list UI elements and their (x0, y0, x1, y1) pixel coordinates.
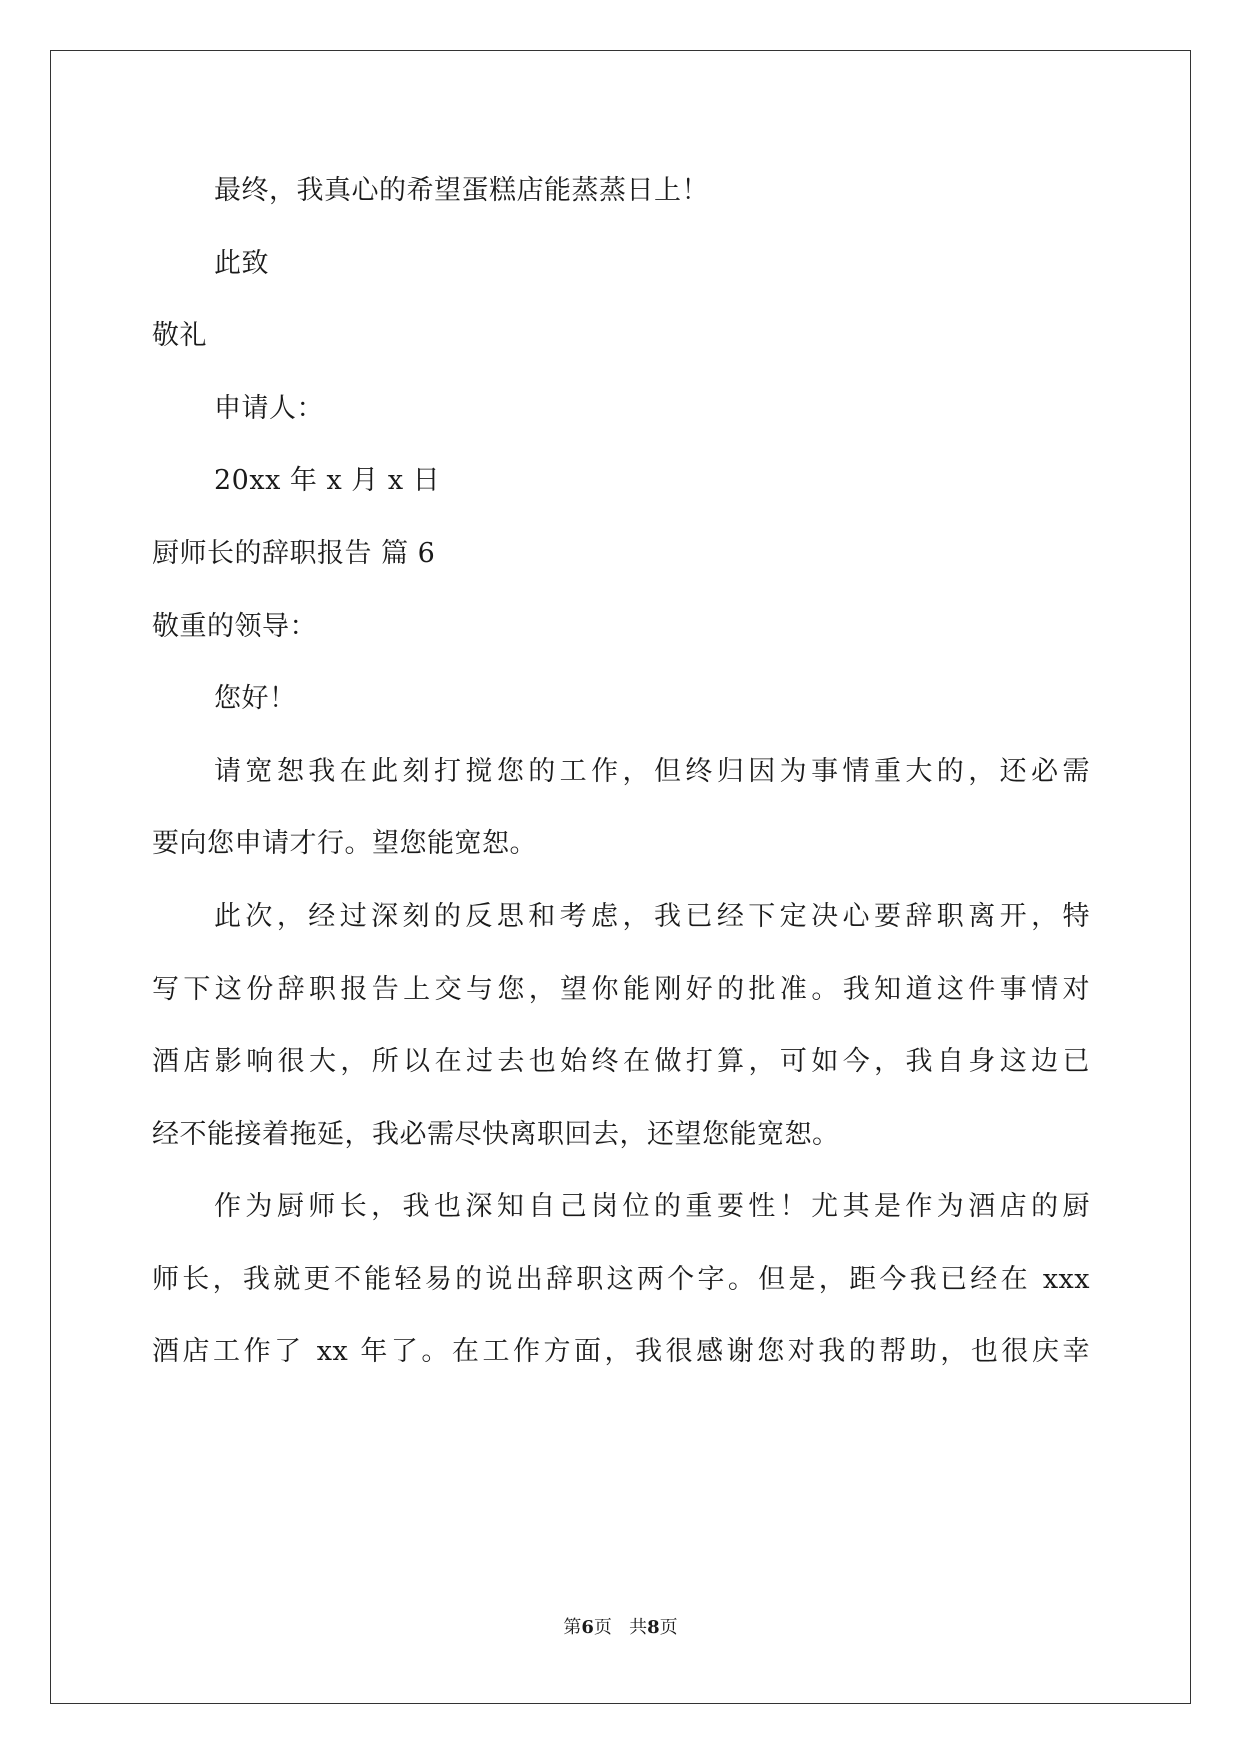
section-heading: 厨师长的辞职报告 篇 6 (152, 538, 436, 569)
footer-page-total: 8 (647, 1617, 660, 1638)
paragraph-3-line-2: 师长，我就更不能轻易的说出辞职这两个字。但是，距今我已经在 xxx (152, 1264, 1090, 1295)
salutation-line: 此致 (214, 248, 269, 279)
paragraph-2-line-4: 经不能接着拖延，我必需尽快离职回去，还望您能宽恕。 (152, 1119, 840, 1150)
closing-wish-line: 最终，我真心的希望蛋糕店能蒸蒸日上！ (214, 175, 709, 206)
footer-page-prefix: 第 (563, 1617, 582, 1638)
footer-total-unit: 页 (659, 1617, 678, 1638)
paragraph-2-line-3: 酒店影响很大，所以在过去也始终在做打算，可如今，我自身这边已 (152, 1046, 1090, 1077)
paragraph-2-line-2: 写下这份辞职报告上交与您，望你能刚好的批准。我知道这件事情对 (152, 974, 1090, 1005)
paragraph-2-line-1: 此次，经过深刻的反思和考虑，我已经下定决心要辞职离开，特 (214, 901, 1090, 932)
paragraph-1-line-1: 请宽恕我在此刻打搅您的工作，但终归因为事情重大的，还必需 (214, 756, 1090, 787)
applicant-line: 申请人： (214, 393, 324, 424)
greeting-hello: 您好！ (214, 683, 297, 714)
date-line: 20xx 年 x 月 x 日 (214, 465, 441, 496)
page-footer (0, 1616, 1241, 1640)
footer-page-unit: 页 (593, 1617, 612, 1638)
greeting-recipient: 敬重的领导： (152, 611, 317, 642)
paragraph-3-line-1: 作为厨师长，我也深知自己岗位的重要性！尤其是作为酒店的厨 (214, 1191, 1090, 1222)
paragraph-1-line-2: 要向您申请才行。望您能宽恕。 (152, 828, 537, 859)
footer-page-current: 6 (581, 1617, 594, 1638)
paragraph-3-line-3: 酒店工作了 xx 年了。在工作方面，我很感谢您对我的帮助，也很庆幸 (152, 1336, 1090, 1367)
respect-line: 敬礼 (152, 320, 207, 351)
footer-total-prefix: 共 (629, 1617, 648, 1638)
page-border (50, 50, 1191, 1704)
